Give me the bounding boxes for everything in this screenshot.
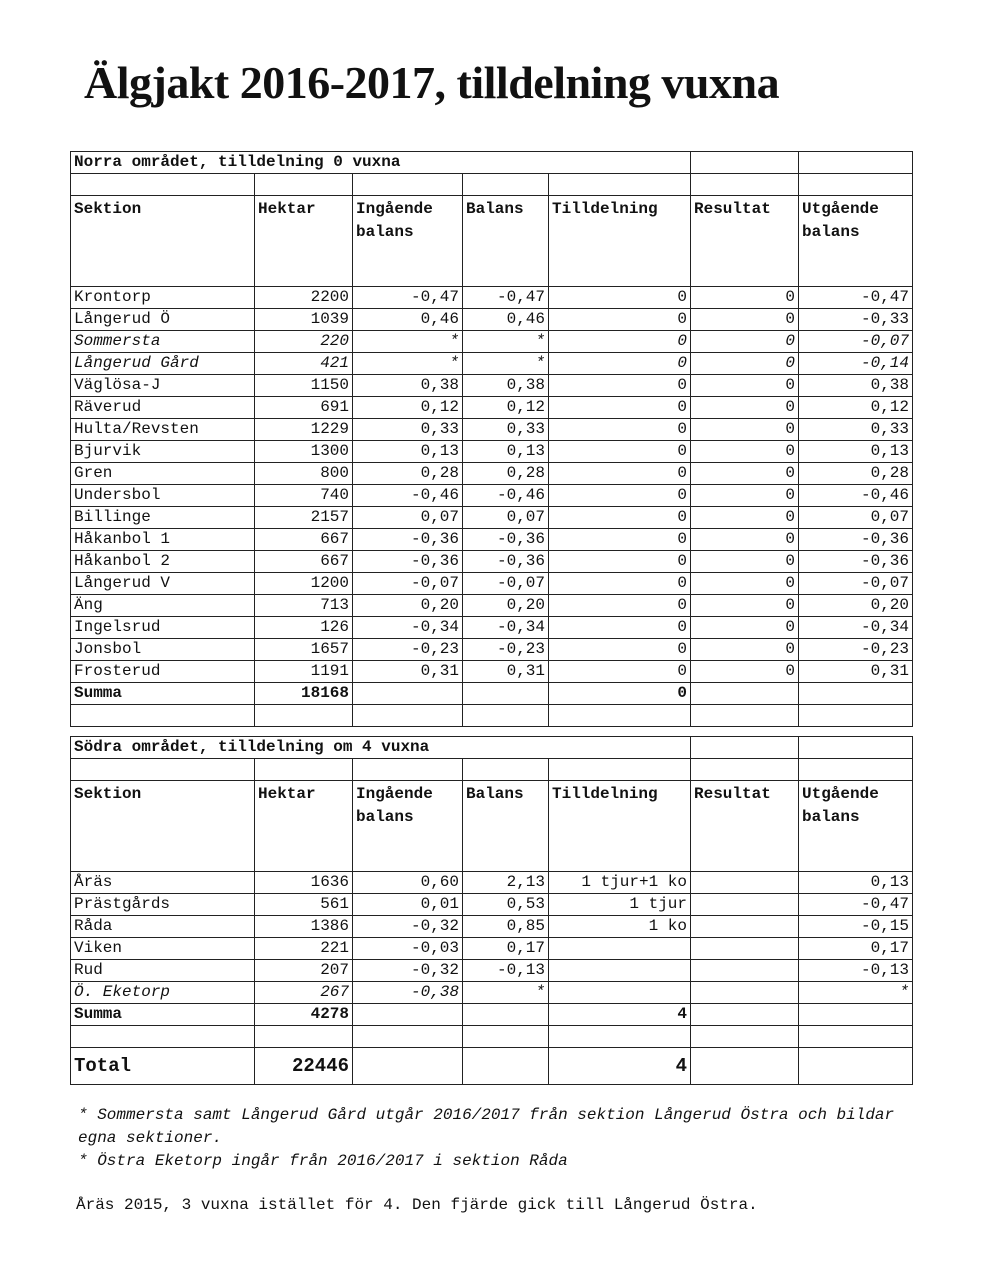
section-name: Långerud V	[71, 573, 255, 595]
table-cell: 0,28	[353, 463, 463, 485]
table-cell: 0,31	[799, 661, 913, 683]
table-cell: 0	[549, 463, 691, 485]
table-cell: 0,13	[353, 441, 463, 463]
table-cell: 207	[255, 960, 353, 982]
table-cell: 0	[549, 287, 691, 309]
table-cell: 0,12	[353, 397, 463, 419]
table-cell: 0	[691, 441, 799, 463]
table-cell: 0,38	[353, 375, 463, 397]
empty-cell	[691, 705, 799, 727]
table-cell: -0,13	[463, 960, 549, 982]
empty-cell	[463, 759, 549, 781]
table-cell: -0,36	[353, 551, 463, 573]
table-cell: 0,13	[799, 441, 913, 463]
page-title: Älgjakt 2016-2017, tilldelning vuxna	[84, 57, 780, 108]
table-row	[71, 595, 913, 617]
table-row	[71, 573, 913, 595]
table-row	[71, 331, 913, 353]
table-cell: 0	[549, 617, 691, 639]
column-header: Sektion	[71, 196, 255, 287]
table-cell	[549, 982, 691, 1004]
table-cell: 220	[255, 331, 353, 353]
empty-cell	[691, 683, 799, 705]
table-cell: -0,36	[463, 529, 549, 551]
table-row	[71, 960, 913, 982]
table-cell: 0	[549, 353, 691, 375]
table-cell: 0	[549, 485, 691, 507]
empty-cell	[799, 1004, 913, 1026]
column-header-row	[71, 196, 913, 287]
empty-cell	[799, 1026, 913, 1048]
column-header: Tilldelning	[549, 781, 691, 872]
table-cell: 1039	[255, 309, 353, 331]
table-cell: 1229	[255, 419, 353, 441]
table-cell: 0	[549, 441, 691, 463]
empty-cell	[691, 759, 799, 781]
table-cell: 0	[549, 551, 691, 573]
table-cell: 0	[549, 573, 691, 595]
table-cell: 221	[255, 938, 353, 960]
table-cell	[691, 960, 799, 982]
table-cell: 0,31	[463, 661, 549, 683]
column-header: Ingående balans	[353, 781, 463, 872]
blank-row	[71, 174, 913, 196]
table-cell: 0,07	[353, 507, 463, 529]
total-row	[71, 1048, 913, 1085]
table-cell: 0	[691, 331, 799, 353]
table-cell: 0,60	[353, 872, 463, 894]
column-header: Balans	[463, 781, 549, 872]
section-name: Långerud Ö	[71, 309, 255, 331]
sum-label: Summa	[71, 683, 255, 705]
table-row	[71, 353, 913, 375]
table-cell: 0,12	[463, 397, 549, 419]
section-name: Håkanbol 2	[71, 551, 255, 573]
table-cell: 267	[255, 982, 353, 1004]
table-cell: 0	[691, 309, 799, 331]
table-cell: 0,17	[463, 938, 549, 960]
empty-cell	[463, 1026, 549, 1048]
column-header: Balans	[463, 196, 549, 287]
section-name: Långerud Gård	[71, 353, 255, 375]
table-cell: 1200	[255, 573, 353, 595]
final-note: Åräs 2015, 3 vuxna istället för 4. Den fjärde gick till Långerud Östra.	[76, 1196, 758, 1214]
table-cell: 0,28	[799, 463, 913, 485]
table-cell: -0,47	[799, 894, 913, 916]
footnote: * Östra Eketorp ingår från 2016/2017 i sektion Råda	[78, 1152, 568, 1170]
table-cell: 0,13	[463, 441, 549, 463]
table-cell: 0,01	[353, 894, 463, 916]
empty-cell	[353, 174, 463, 196]
table-cell: -0,47	[463, 287, 549, 309]
empty-cell	[549, 174, 691, 196]
table-row	[71, 529, 913, 551]
sum-label: Summa	[71, 1004, 255, 1026]
table-cell: -0,47	[799, 287, 913, 309]
table-cell	[691, 982, 799, 1004]
empty-cell	[691, 737, 799, 759]
table-cell	[549, 960, 691, 982]
empty-cell	[549, 759, 691, 781]
south-table-body	[71, 737, 913, 1085]
empty-cell	[691, 174, 799, 196]
table-cell: -0,46	[353, 485, 463, 507]
table-cell: 1 tjur+1 ko	[549, 872, 691, 894]
table-cell: 667	[255, 529, 353, 551]
sum-hektar: 18168	[255, 683, 353, 705]
table-cell: 0	[691, 661, 799, 683]
sum-row	[71, 1004, 913, 1026]
table-cell: -0,15	[799, 916, 913, 938]
table-cell: 713	[255, 595, 353, 617]
table-cell: *	[463, 982, 549, 1004]
table-cell: 126	[255, 617, 353, 639]
table-cell: 0,38	[463, 375, 549, 397]
section-name: Väglösa-J	[71, 375, 255, 397]
table-cell: 0	[691, 573, 799, 595]
table-cell: -0,36	[799, 551, 913, 573]
table-cell: 0	[691, 617, 799, 639]
table-cell	[691, 872, 799, 894]
empty-cell	[691, 1048, 799, 1085]
table-cell: 0,33	[463, 419, 549, 441]
table-cell: 1657	[255, 639, 353, 661]
table-cell: 0	[691, 353, 799, 375]
table-cell: 561	[255, 894, 353, 916]
empty-cell	[691, 152, 799, 174]
north-area-table	[70, 151, 913, 727]
table-cell: 1 ko	[549, 916, 691, 938]
table-row	[71, 551, 913, 573]
column-header: Tilldelning	[549, 196, 691, 287]
table-cell: 800	[255, 463, 353, 485]
table-cell	[691, 938, 799, 960]
table-cell: 0,38	[799, 375, 913, 397]
table-cell: 0,20	[353, 595, 463, 617]
empty-cell	[549, 705, 691, 727]
empty-cell	[71, 1026, 255, 1048]
section-name: Viken	[71, 938, 255, 960]
table-cell: -0,14	[799, 353, 913, 375]
empty-cell	[353, 1026, 463, 1048]
empty-cell	[549, 1026, 691, 1048]
section-name: Billinge	[71, 507, 255, 529]
south-area-table	[70, 736, 913, 1085]
table-cell: 0	[549, 507, 691, 529]
empty-cell	[255, 1026, 353, 1048]
section-name: Jonsbol	[71, 639, 255, 661]
table-row	[71, 485, 913, 507]
table-row	[71, 375, 913, 397]
area-heading-row	[71, 152, 913, 174]
section-name: Gren	[71, 463, 255, 485]
section-name: Hulta/Revsten	[71, 419, 255, 441]
section-name: Håkanbol 1	[71, 529, 255, 551]
table-cell: 0	[691, 485, 799, 507]
table-row	[71, 441, 913, 463]
table-cell: -0,34	[463, 617, 549, 639]
table-row	[71, 872, 913, 894]
table-cell: -0,36	[353, 529, 463, 551]
table-cell: 0	[549, 331, 691, 353]
table-cell: -0,07	[353, 573, 463, 595]
empty-cell	[71, 174, 255, 196]
empty-cell	[353, 759, 463, 781]
table-cell: 0	[549, 661, 691, 683]
section-name: Ingelsrud	[71, 617, 255, 639]
table-row	[71, 617, 913, 639]
section-name: Prästgårds	[71, 894, 255, 916]
table-cell: 2157	[255, 507, 353, 529]
table-cell: 1386	[255, 916, 353, 938]
table-row	[71, 938, 913, 960]
table-row	[71, 287, 913, 309]
table-cell: 0	[549, 529, 691, 551]
table-cell: 421	[255, 353, 353, 375]
table-cell: 0,46	[353, 309, 463, 331]
total-tilldelning: 4	[549, 1048, 691, 1085]
table-cell: 2200	[255, 287, 353, 309]
table-cell: -0,46	[463, 485, 549, 507]
section-name: Bjurvik	[71, 441, 255, 463]
column-header: Ingående balans	[353, 196, 463, 287]
table-cell: -0,13	[799, 960, 913, 982]
table-cell: 0,20	[463, 595, 549, 617]
table-cell: -0,03	[353, 938, 463, 960]
table-cell: 0,85	[463, 916, 549, 938]
table-cell: *	[353, 353, 463, 375]
table-row	[71, 507, 913, 529]
table-cell: *	[799, 982, 913, 1004]
table-cell: 0	[691, 397, 799, 419]
table-cell: -0,23	[463, 639, 549, 661]
empty-cell	[71, 705, 255, 727]
section-name: Frosterud	[71, 661, 255, 683]
empty-cell	[463, 1004, 549, 1026]
table-row	[71, 982, 913, 1004]
total-label: Total	[71, 1048, 255, 1085]
table-cell: 2,13	[463, 872, 549, 894]
area-heading: Södra området, tilldelning om 4 vuxna	[71, 737, 691, 759]
section-name: Rud	[71, 960, 255, 982]
empty-cell	[255, 174, 353, 196]
table-cell: 0	[549, 595, 691, 617]
table-cell: -0,07	[799, 331, 913, 353]
column-header: Hektar	[255, 196, 353, 287]
table-cell: 0,28	[463, 463, 549, 485]
blank-row	[71, 1026, 913, 1048]
table-cell	[691, 894, 799, 916]
table-cell: -0,46	[799, 485, 913, 507]
sum-tilldelning: 0	[549, 683, 691, 705]
column-header: Utgående balans	[799, 196, 913, 287]
area-heading-row	[71, 737, 913, 759]
table-cell: 0	[691, 507, 799, 529]
table-cell: 0	[549, 639, 691, 661]
table-row	[71, 397, 913, 419]
table-cell: 0,20	[799, 595, 913, 617]
sum-tilldelning: 4	[549, 1004, 691, 1026]
table-row	[71, 639, 913, 661]
section-name: Krontorp	[71, 287, 255, 309]
table-cell: 0	[691, 529, 799, 551]
table-cell: -0,07	[799, 573, 913, 595]
table-cell: 1 tjur	[549, 894, 691, 916]
table-cell: -0,34	[799, 617, 913, 639]
empty-cell	[353, 683, 463, 705]
table-cell: 1300	[255, 441, 353, 463]
section-name: Räverud	[71, 397, 255, 419]
table-cell: -0,47	[353, 287, 463, 309]
table-cell: 0,46	[463, 309, 549, 331]
table-cell: -0,33	[799, 309, 913, 331]
empty-cell	[255, 759, 353, 781]
table-cell: 0	[549, 397, 691, 419]
table-cell: 0	[691, 639, 799, 661]
table-row	[71, 463, 913, 485]
table-row	[71, 894, 913, 916]
table-cell: -0,23	[799, 639, 913, 661]
table-cell: *	[463, 331, 549, 353]
column-header: Sektion	[71, 781, 255, 872]
table-cell: *	[353, 331, 463, 353]
empty-cell	[799, 705, 913, 727]
table-cell: 0	[691, 375, 799, 397]
section-name: Äng	[71, 595, 255, 617]
total-hektar: 22446	[255, 1048, 353, 1085]
empty-cell	[353, 705, 463, 727]
blank-row	[71, 705, 913, 727]
table-cell: 0,31	[353, 661, 463, 683]
table-cell: *	[463, 353, 549, 375]
section-name: Ö. Eketorp	[71, 982, 255, 1004]
empty-cell	[463, 1048, 549, 1085]
section-name: Råda	[71, 916, 255, 938]
footnote: * Sommersta samt Långerud Gård utgår 2016/2017 från sektion Långerud Östra och bildar egna sektioner.	[78, 1106, 895, 1147]
blank-row	[71, 759, 913, 781]
table-cell: -0,36	[799, 529, 913, 551]
column-header: Hektar	[255, 781, 353, 872]
table-cell: -0,32	[353, 960, 463, 982]
table-row	[71, 309, 913, 331]
empty-cell	[463, 683, 549, 705]
table-cell: 740	[255, 485, 353, 507]
table-cell: 0,07	[799, 507, 913, 529]
sum-row	[71, 683, 913, 705]
table-cell: -0,34	[353, 617, 463, 639]
empty-cell	[799, 174, 913, 196]
table-cell: 0	[691, 463, 799, 485]
table-cell: 1636	[255, 872, 353, 894]
table-cell: 0,13	[799, 872, 913, 894]
table-cell: -0,32	[353, 916, 463, 938]
table-row	[71, 916, 913, 938]
table-cell: 0,33	[799, 419, 913, 441]
table-cell: 0,53	[463, 894, 549, 916]
empty-cell	[691, 1004, 799, 1026]
column-header: Utgående balans	[799, 781, 913, 872]
table-cell: 0,17	[799, 938, 913, 960]
table-cell: 0	[549, 309, 691, 331]
table-cell: -0,36	[463, 551, 549, 573]
table-cell: -0,38	[353, 982, 463, 1004]
column-header: Resultat	[691, 196, 799, 287]
empty-cell	[799, 152, 913, 174]
empty-cell	[71, 759, 255, 781]
empty-cell	[353, 1048, 463, 1085]
table-cell: 0	[691, 287, 799, 309]
table-cell: 0,07	[463, 507, 549, 529]
table-cell	[691, 916, 799, 938]
empty-cell	[463, 705, 549, 727]
empty-cell	[799, 759, 913, 781]
empty-cell	[799, 1048, 913, 1085]
table-cell: 0	[549, 375, 691, 397]
empty-cell	[799, 683, 913, 705]
table-cell: 0	[549, 419, 691, 441]
north-table-body	[71, 152, 913, 727]
table-cell: 667	[255, 551, 353, 573]
table-cell: 1191	[255, 661, 353, 683]
table-cell: 0,33	[353, 419, 463, 441]
table-cell: 691	[255, 397, 353, 419]
empty-cell	[255, 705, 353, 727]
section-name: Åräs	[71, 872, 255, 894]
table-cell: -0,23	[353, 639, 463, 661]
table-cell: 1150	[255, 375, 353, 397]
empty-cell	[353, 1004, 463, 1026]
footnotes	[78, 1104, 938, 1173]
table-cell: 0	[691, 419, 799, 441]
table-cell: 0	[691, 551, 799, 573]
empty-cell	[463, 174, 549, 196]
empty-cell	[799, 737, 913, 759]
table-cell	[549, 938, 691, 960]
column-header-row	[71, 781, 913, 872]
section-name: Undersbol	[71, 485, 255, 507]
table-row	[71, 419, 913, 441]
area-heading: Norra området, tilldelning 0 vuxna	[71, 152, 691, 174]
empty-cell	[691, 1026, 799, 1048]
section-name: Sommersta	[71, 331, 255, 353]
table-cell: 0,12	[799, 397, 913, 419]
column-header: Resultat	[691, 781, 799, 872]
table-cell: -0,07	[463, 573, 549, 595]
sum-hektar: 4278	[255, 1004, 353, 1026]
table-row	[71, 661, 913, 683]
table-cell: 0	[691, 595, 799, 617]
